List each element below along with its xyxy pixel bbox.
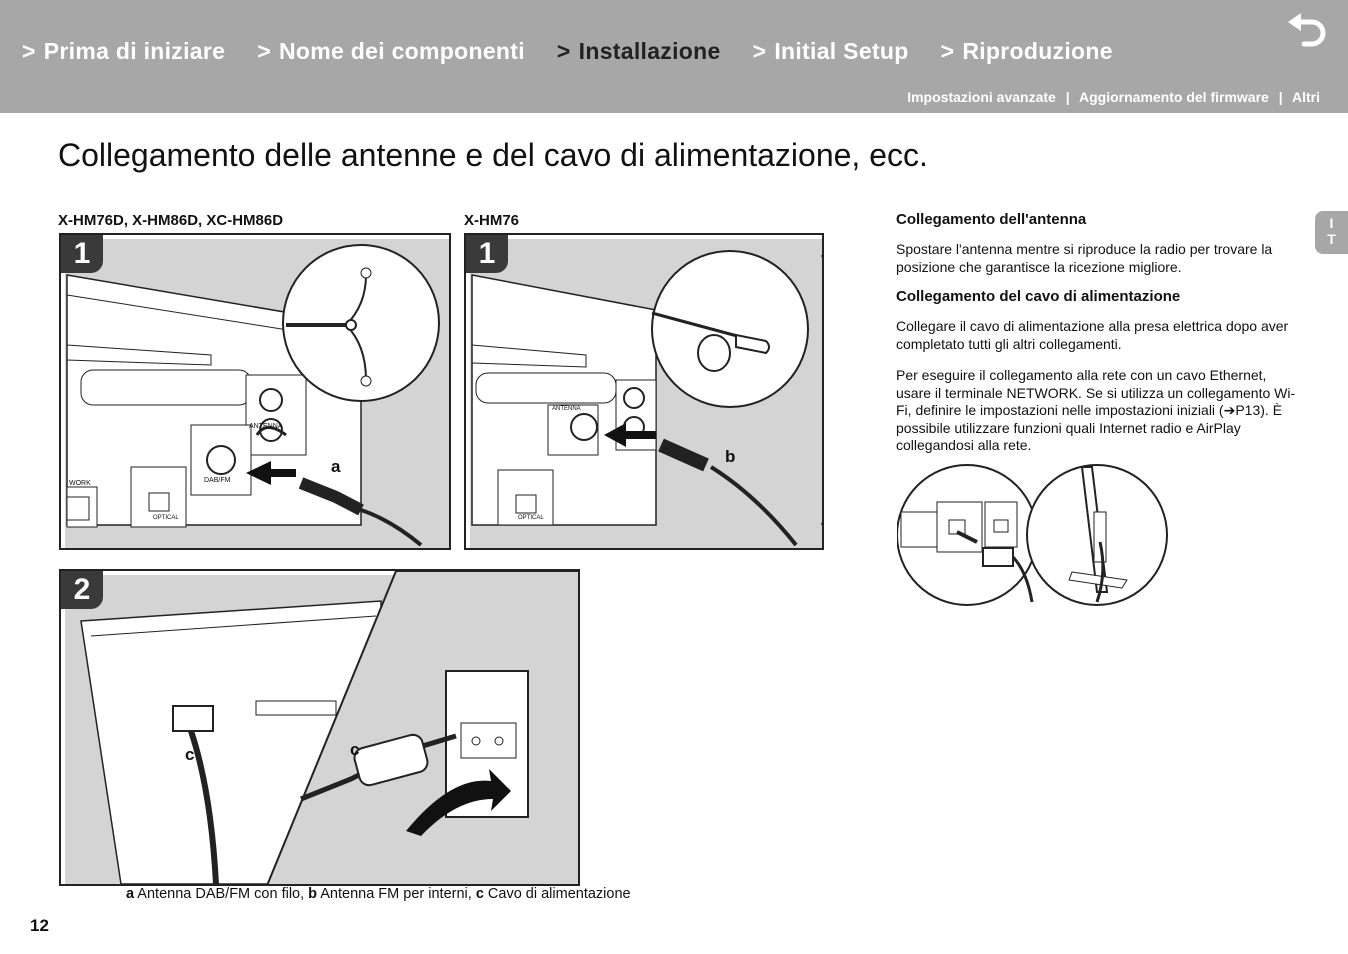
- sub-nav: Impostazioni avanzate | Aggiornamento del firmware | Altri: [907, 89, 1320, 105]
- antenna-fm-label: ANTENNA: [552, 406, 581, 412]
- step2-power-illustration: [59, 569, 580, 886]
- main-nav: [22, 38, 1145, 65]
- antenna-terminal-label: ANTENNA: [249, 423, 283, 430]
- subnav-impostazioni-avanzate[interactable]: Impostazioni avanzate: [907, 89, 1056, 105]
- page-number: 12: [30, 916, 49, 935]
- language-tab[interactable]: I T: [1315, 211, 1348, 254]
- subnav-aggiornamento-firmware[interactable]: Aggiornamento del firmware: [1079, 89, 1269, 105]
- return-arrow-icon[interactable]: [1284, 12, 1330, 52]
- figure-caption: a Antenna DAB/FM con filo, b Antenna FM per interni, c Cavo di alimentazione: [126, 886, 631, 902]
- optical-label: OPTICAL: [153, 515, 179, 521]
- network-text: Per eseguire il collegamento alla rete con un cavo Ethernet, usare il terminale NETWORK. Se si utilizza un collegamento Wi-Fi, definire le impostazioni nelle impostazioni iniziali (➔P13). È possibile utilizzare funzioni quali Internet radio e AirPlay collegandosi alla rete.: [896, 367, 1296, 453]
- dab-fm-label: DAB/FM: [204, 477, 231, 484]
- nav-nome-dei-componenti[interactable]: > Nome dei componenti: [257, 38, 525, 64]
- left-model-label: X-HM76D, X-HM86D, XC-HM86D: [58, 212, 284, 229]
- step-1-badge: 1: [61, 235, 103, 273]
- step1-dab-illustration: [59, 233, 451, 550]
- header-bar: [0, 0, 1348, 113]
- optical-label-b: OPTICAL: [518, 515, 544, 521]
- subnav-altri[interactable]: Altri: [1292, 89, 1320, 105]
- label-b: b: [725, 447, 736, 466]
- step-2-badge: 2: [61, 571, 103, 609]
- power-heading: Collegamento del cavo di alimentazione: [896, 288, 1181, 305]
- step1-fm-illustration: [464, 233, 824, 550]
- antenna-text: Spostare l'antenna mentre si riproduce la radio per trovare la posizione che garantisce la ricezione migliore.: [896, 241, 1273, 275]
- label-c-unit: c: [185, 745, 195, 764]
- page-title: Collegamento delle antenne e del cavo di alimentazione, ecc.: [58, 137, 928, 173]
- nav-riproduzione[interactable]: > Riproduzione: [940, 38, 1113, 64]
- network-illustration: [897, 462, 1172, 608]
- power-text: Collegare il cavo di alimentazione alla presa elettrica dopo aver completato tutti gli altri collegamenti.: [896, 318, 1289, 352]
- nav-installazione[interactable]: > Installazione: [556, 38, 721, 64]
- network-label: WORK: [69, 480, 91, 487]
- nav-prima-di-iniziare[interactable]: > Prima di iniziare: [22, 38, 226, 64]
- label-c-plug: c: [350, 740, 360, 759]
- antenna-heading: Collegamento dell'antenna: [896, 211, 1087, 228]
- page-ref-link[interactable]: P13: [1235, 402, 1261, 418]
- label-a: a: [331, 457, 341, 476]
- nav-initial-setup[interactable]: > Initial Setup: [752, 38, 909, 64]
- step-1-badge-b: 1: [466, 235, 508, 273]
- right-model-label: X-HM76: [464, 212, 520, 229]
